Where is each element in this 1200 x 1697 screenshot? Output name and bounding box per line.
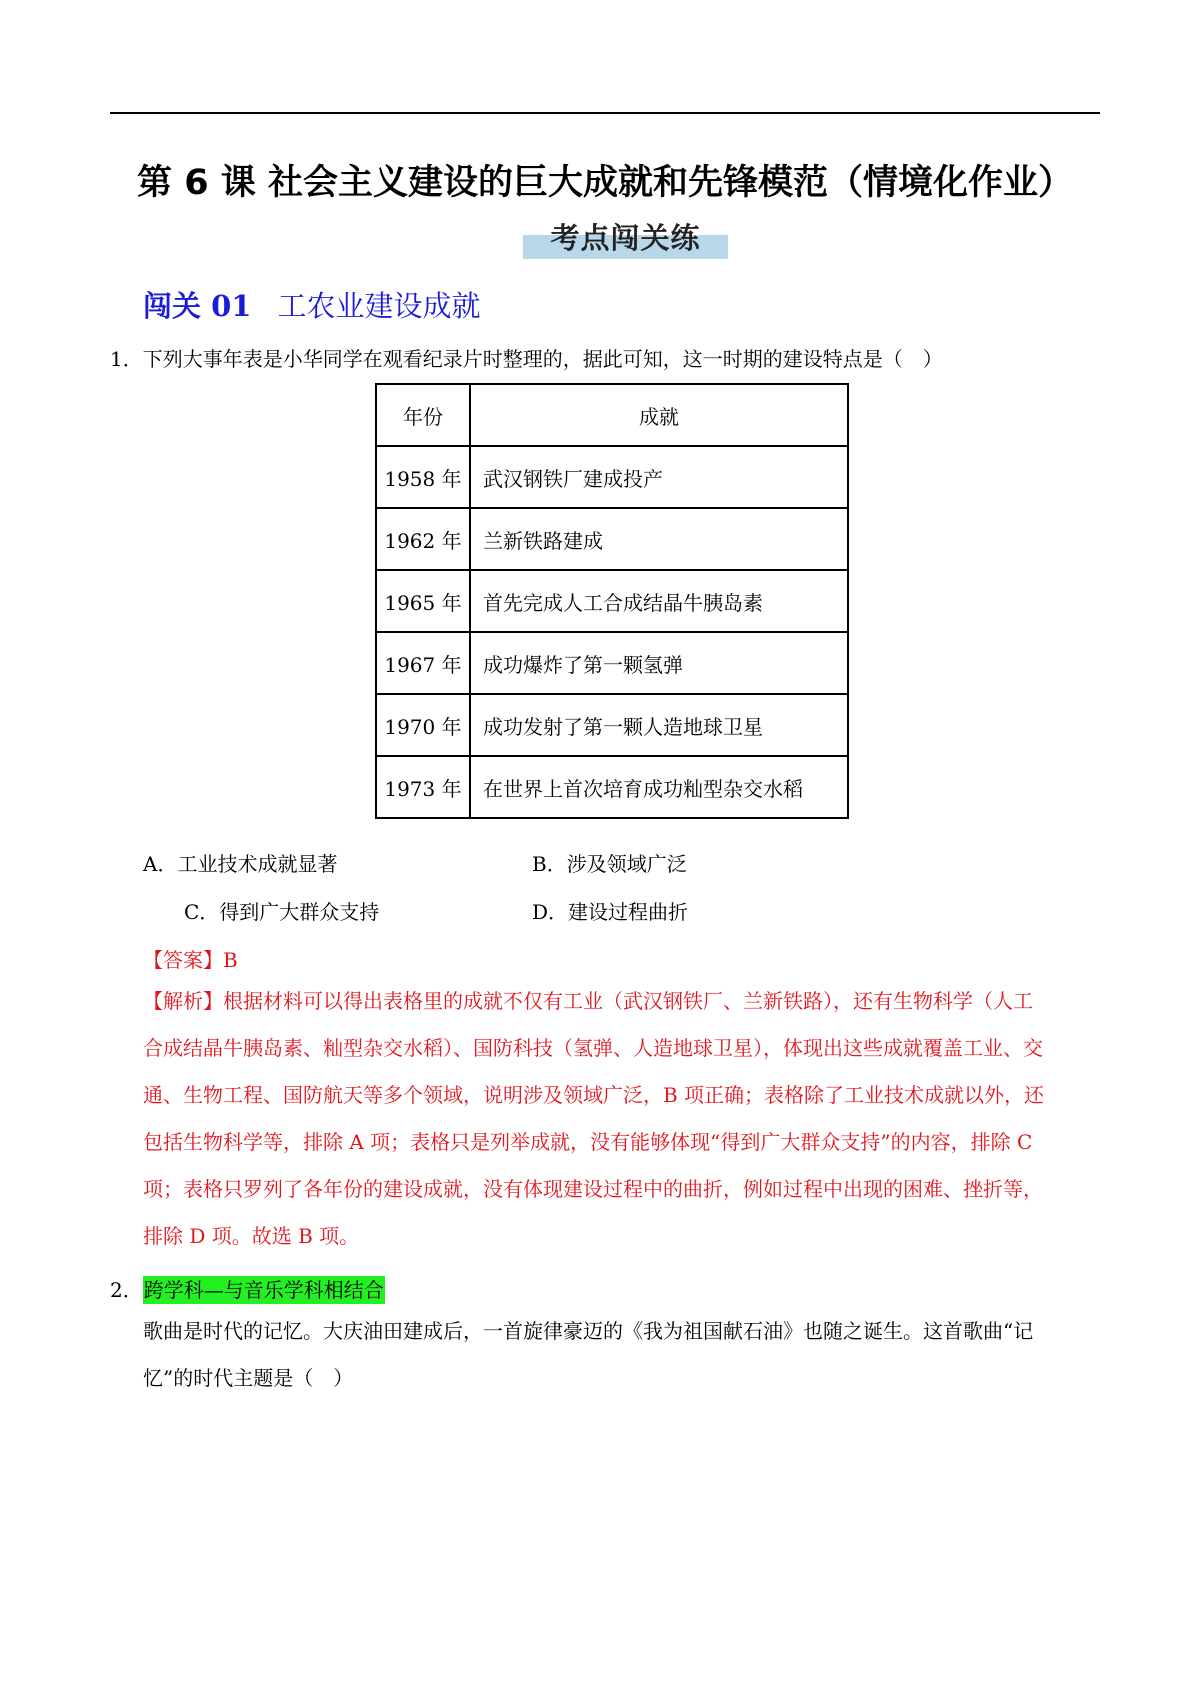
table-row <box>376 694 848 756</box>
analysis-line: 通、生物工程、国防航天等多个领域，说明涉及领域广泛，B 项正确；表格除了工业技术成就以外，还 <box>143 1083 1045 1107</box>
event-cell: 兰新铁路建成 <box>470 508 848 570</box>
event-cell: 首先完成人工合成结晶牛胰岛素 <box>470 570 848 632</box>
option-b: B．涉及领域广泛 <box>532 852 687 876</box>
event-cell: 成功爆炸了第一颗氢弹 <box>470 632 848 694</box>
year-cell: 1973 年 <box>376 756 470 818</box>
section-heading <box>143 284 480 325</box>
table-row <box>376 508 848 570</box>
section-number: 闯关 01 <box>143 289 252 323</box>
table-row <box>376 446 848 508</box>
option-d: D．建设过程曲折 <box>532 900 689 924</box>
page-title: 第 6 课 社会主义建设的巨大成就和先锋模范（情境化作业） <box>137 163 1073 203</box>
header-year: 年份 <box>376 384 470 446</box>
question-2-stem <box>143 1308 1033 1402</box>
event-cell: 在世界上首次培育成功籼型杂交水稻 <box>470 756 848 818</box>
option-c: C．得到广大群众支持 <box>184 900 380 924</box>
header-achievement: 成就 <box>470 384 848 446</box>
year-cell: 1958 年 <box>376 446 470 508</box>
exercise-banner <box>523 216 728 261</box>
question-1-stem: 1．下列大事年表是小华同学在观看纪录片时整理的，据此可知，这一时期的建设特点是（ ） <box>110 347 943 371</box>
question-2-number: 2． <box>110 1278 143 1302</box>
analysis-line: 包括生物科学等，排除 A 项；表格只是列举成就，没有能够体现“得到广大群众支持”的内容，排除 C <box>143 1130 1033 1154</box>
event-cell: 成功发射了第一颗人造地球卫星 <box>470 694 848 756</box>
question-2-heading <box>110 1274 385 1303</box>
cross-subject-tag: 跨学科—与音乐学科相结合 <box>143 1278 384 1302</box>
table-header-row <box>376 384 848 446</box>
analysis-line: 项；表格只罗列了各年份的建设成就，没有体现建设过程中的曲折，例如过程中出现的困难、挫折等， <box>143 1177 1043 1201</box>
year-cell: 1970 年 <box>376 694 470 756</box>
year-cell: 1965 年 <box>376 570 470 632</box>
year-cell: 1967 年 <box>376 632 470 694</box>
question-2-line: 忆”的时代主题是（ ） <box>143 1366 354 1390</box>
header-rule <box>110 112 1100 114</box>
option-a: A．工业技术成就显著 <box>143 852 338 876</box>
analysis-paragraph <box>143 978 1044 1260</box>
table-row <box>376 570 848 632</box>
banner-label: 考点闯关练 <box>550 221 701 255</box>
analysis-line: 排除 D 项。故选 B 项。 <box>143 1224 360 1248</box>
table-row <box>376 756 848 818</box>
events-table <box>375 383 849 819</box>
table-row <box>376 632 848 694</box>
year-cell: 1962 年 <box>376 508 470 570</box>
analysis-line: 【解析】根据材料可以得出表格里的成就不仅有工业（武汉钢铁厂、兰新铁路），还有生物科学（人工 <box>143 989 1033 1013</box>
analysis-line: 合成结晶牛胰岛素、籼型杂交水稻）、国防科技（氢弹、人造地球卫星），体现出这些成就覆盖工业、交 <box>143 1036 1043 1060</box>
question-2-line: 歌曲是时代的记忆。大庆油田建成后，一首旋律豪迈的《我为祖国献石油》也随之诞生。这首歌曲“记 <box>143 1319 1034 1343</box>
section-name: 工农业建设成就 <box>277 289 481 323</box>
answer-line: 【答案】B <box>143 948 238 972</box>
event-cell: 武汉钢铁厂建成投产 <box>470 446 848 508</box>
